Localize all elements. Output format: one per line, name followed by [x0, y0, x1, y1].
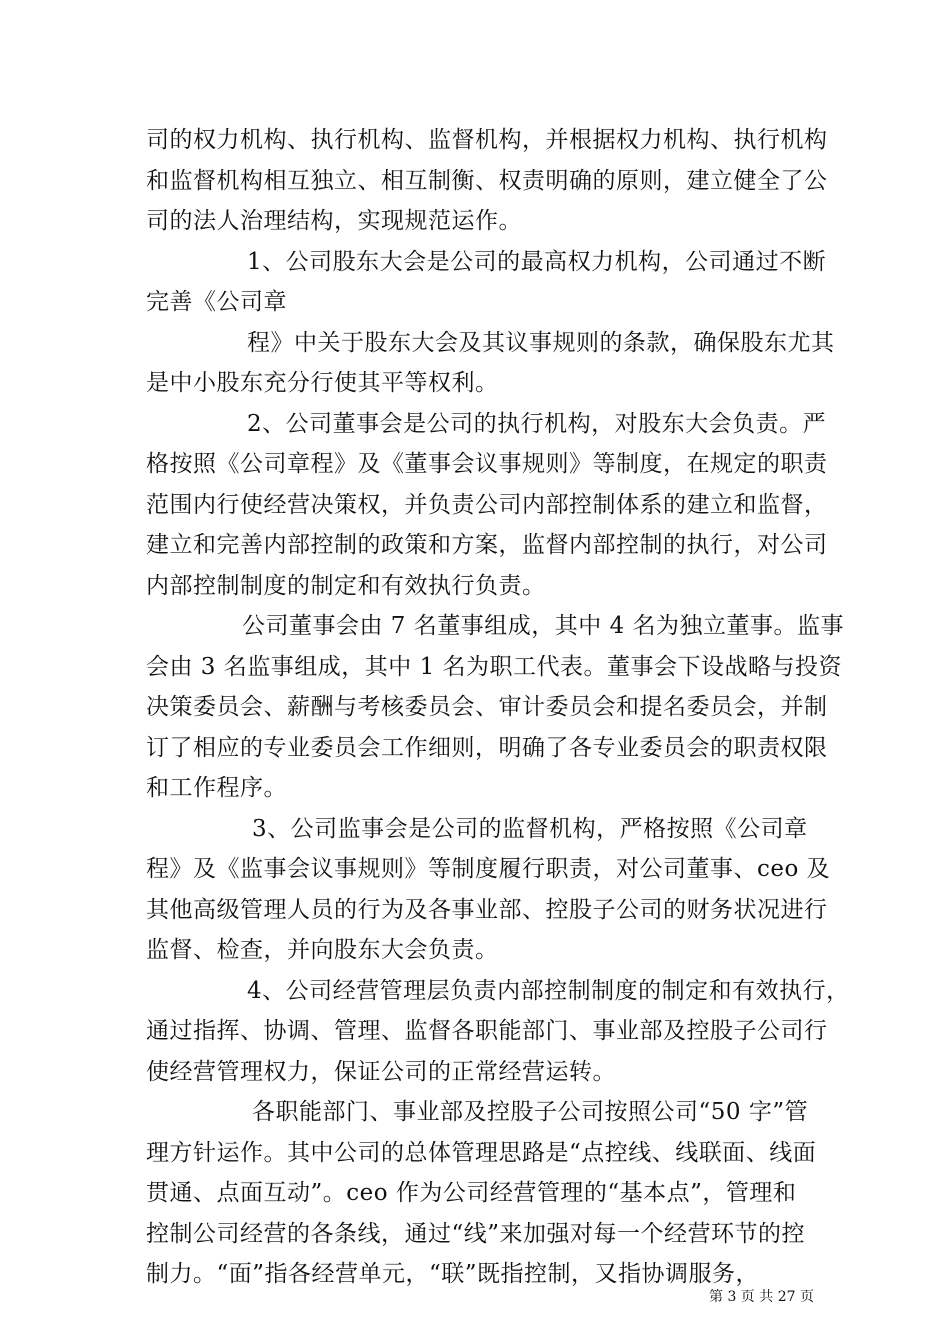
text-line: 格按照《公司章程》及《董事会议事规则》等制度，在规定的职责 [146, 451, 828, 477]
text-line: 决策委员会、薪酬与考核委员会、审计委员会和提名委员会，并制 [146, 694, 828, 720]
text-line: 控制公司经营的各条线，通过“线”来加强对每一个经营环节的控 [146, 1220, 806, 1247]
text-line: 程》及《监事会议事规则》等制度履行职责，对公司董事、ceo 及 [146, 856, 831, 882]
text-line: 制力。“面”指各经营单元，“联”既指控制，又指协调服务， [146, 1261, 760, 1287]
text-line: 4、公司经营管理层负责内部控制制度的制定和有效执行， [247, 977, 850, 1004]
text-line: 范围内行使经营决策权，并负责公司内部控制体系的建立和监督， [146, 491, 828, 518]
text-line: 和监督机构相互独立、相互制衡、权责明确的原则，建立健全了公 [146, 167, 828, 194]
text-line: 公司董事会由 7 名董事组成，其中 4 名为独立董事。监事 [242, 613, 845, 639]
text-line: 1、公司股东大会是公司的最高权力机构，公司通过不断 [247, 248, 827, 275]
page-number-footer: 第 3 页 共 27 页 [709, 1289, 814, 1305]
text-line: 司的权力机构、执行机构、监督机构，并根据权力机构、执行机构 [146, 127, 828, 153]
text-line: 理方针运作。其中公司的总体管理思路是“点控线、线联面、线面 [146, 1139, 817, 1166]
text-line: 内部控制制度的制定和有效执行负责。 [146, 572, 546, 599]
text-line: 订了相应的专业委员会工作细则，明确了各专业委员会的职责权限 [146, 734, 828, 761]
text-line: 2、公司董事会是公司的执行机构，对股东大会负责。严 [247, 410, 827, 437]
body-text [146, 120, 850, 1295]
text-line: 3、公司监事会是公司的监督机构，严格按照《公司章 [252, 815, 808, 842]
text-line: 是中小股东充分行使其平等权利。 [146, 370, 499, 396]
text-line: 贯通、点面互动”。ceo 作为公司经营管理的“基本点”，管理和 [146, 1180, 797, 1206]
text-line: 会由 3 名监事组成，其中 1 名为职工代表。董事会下设战略与投资 [146, 653, 843, 680]
text-line: 建立和完善内部控制的政策和方案，监督内部控制的执行，对公司 [146, 532, 828, 558]
text-line: 通过指挥、协调、管理、监督各职能部门、事业部及控股子公司行 [146, 1018, 828, 1044]
text-line: 程》中关于股东大会及其议事规则的条款，确保股东尤其 [247, 329, 835, 356]
text-line: 和工作程序。 [146, 775, 287, 801]
text-line: 司的法人治理结构，实现规范运作。 [146, 208, 522, 234]
text-line: 其他高级管理人员的行为及各事业部、控股子公司的财务状况进行 [146, 896, 828, 923]
text-line: 监督、检查，并向股东大会负责。 [146, 937, 499, 963]
text-line: 完善《公司章 [146, 289, 287, 315]
text-line: 各职能部门、事业部及控股子公司按照公司“50 字”管 [252, 1099, 809, 1125]
text-line: 使经营管理权力，保证公司的正常经营运转。 [146, 1058, 616, 1085]
